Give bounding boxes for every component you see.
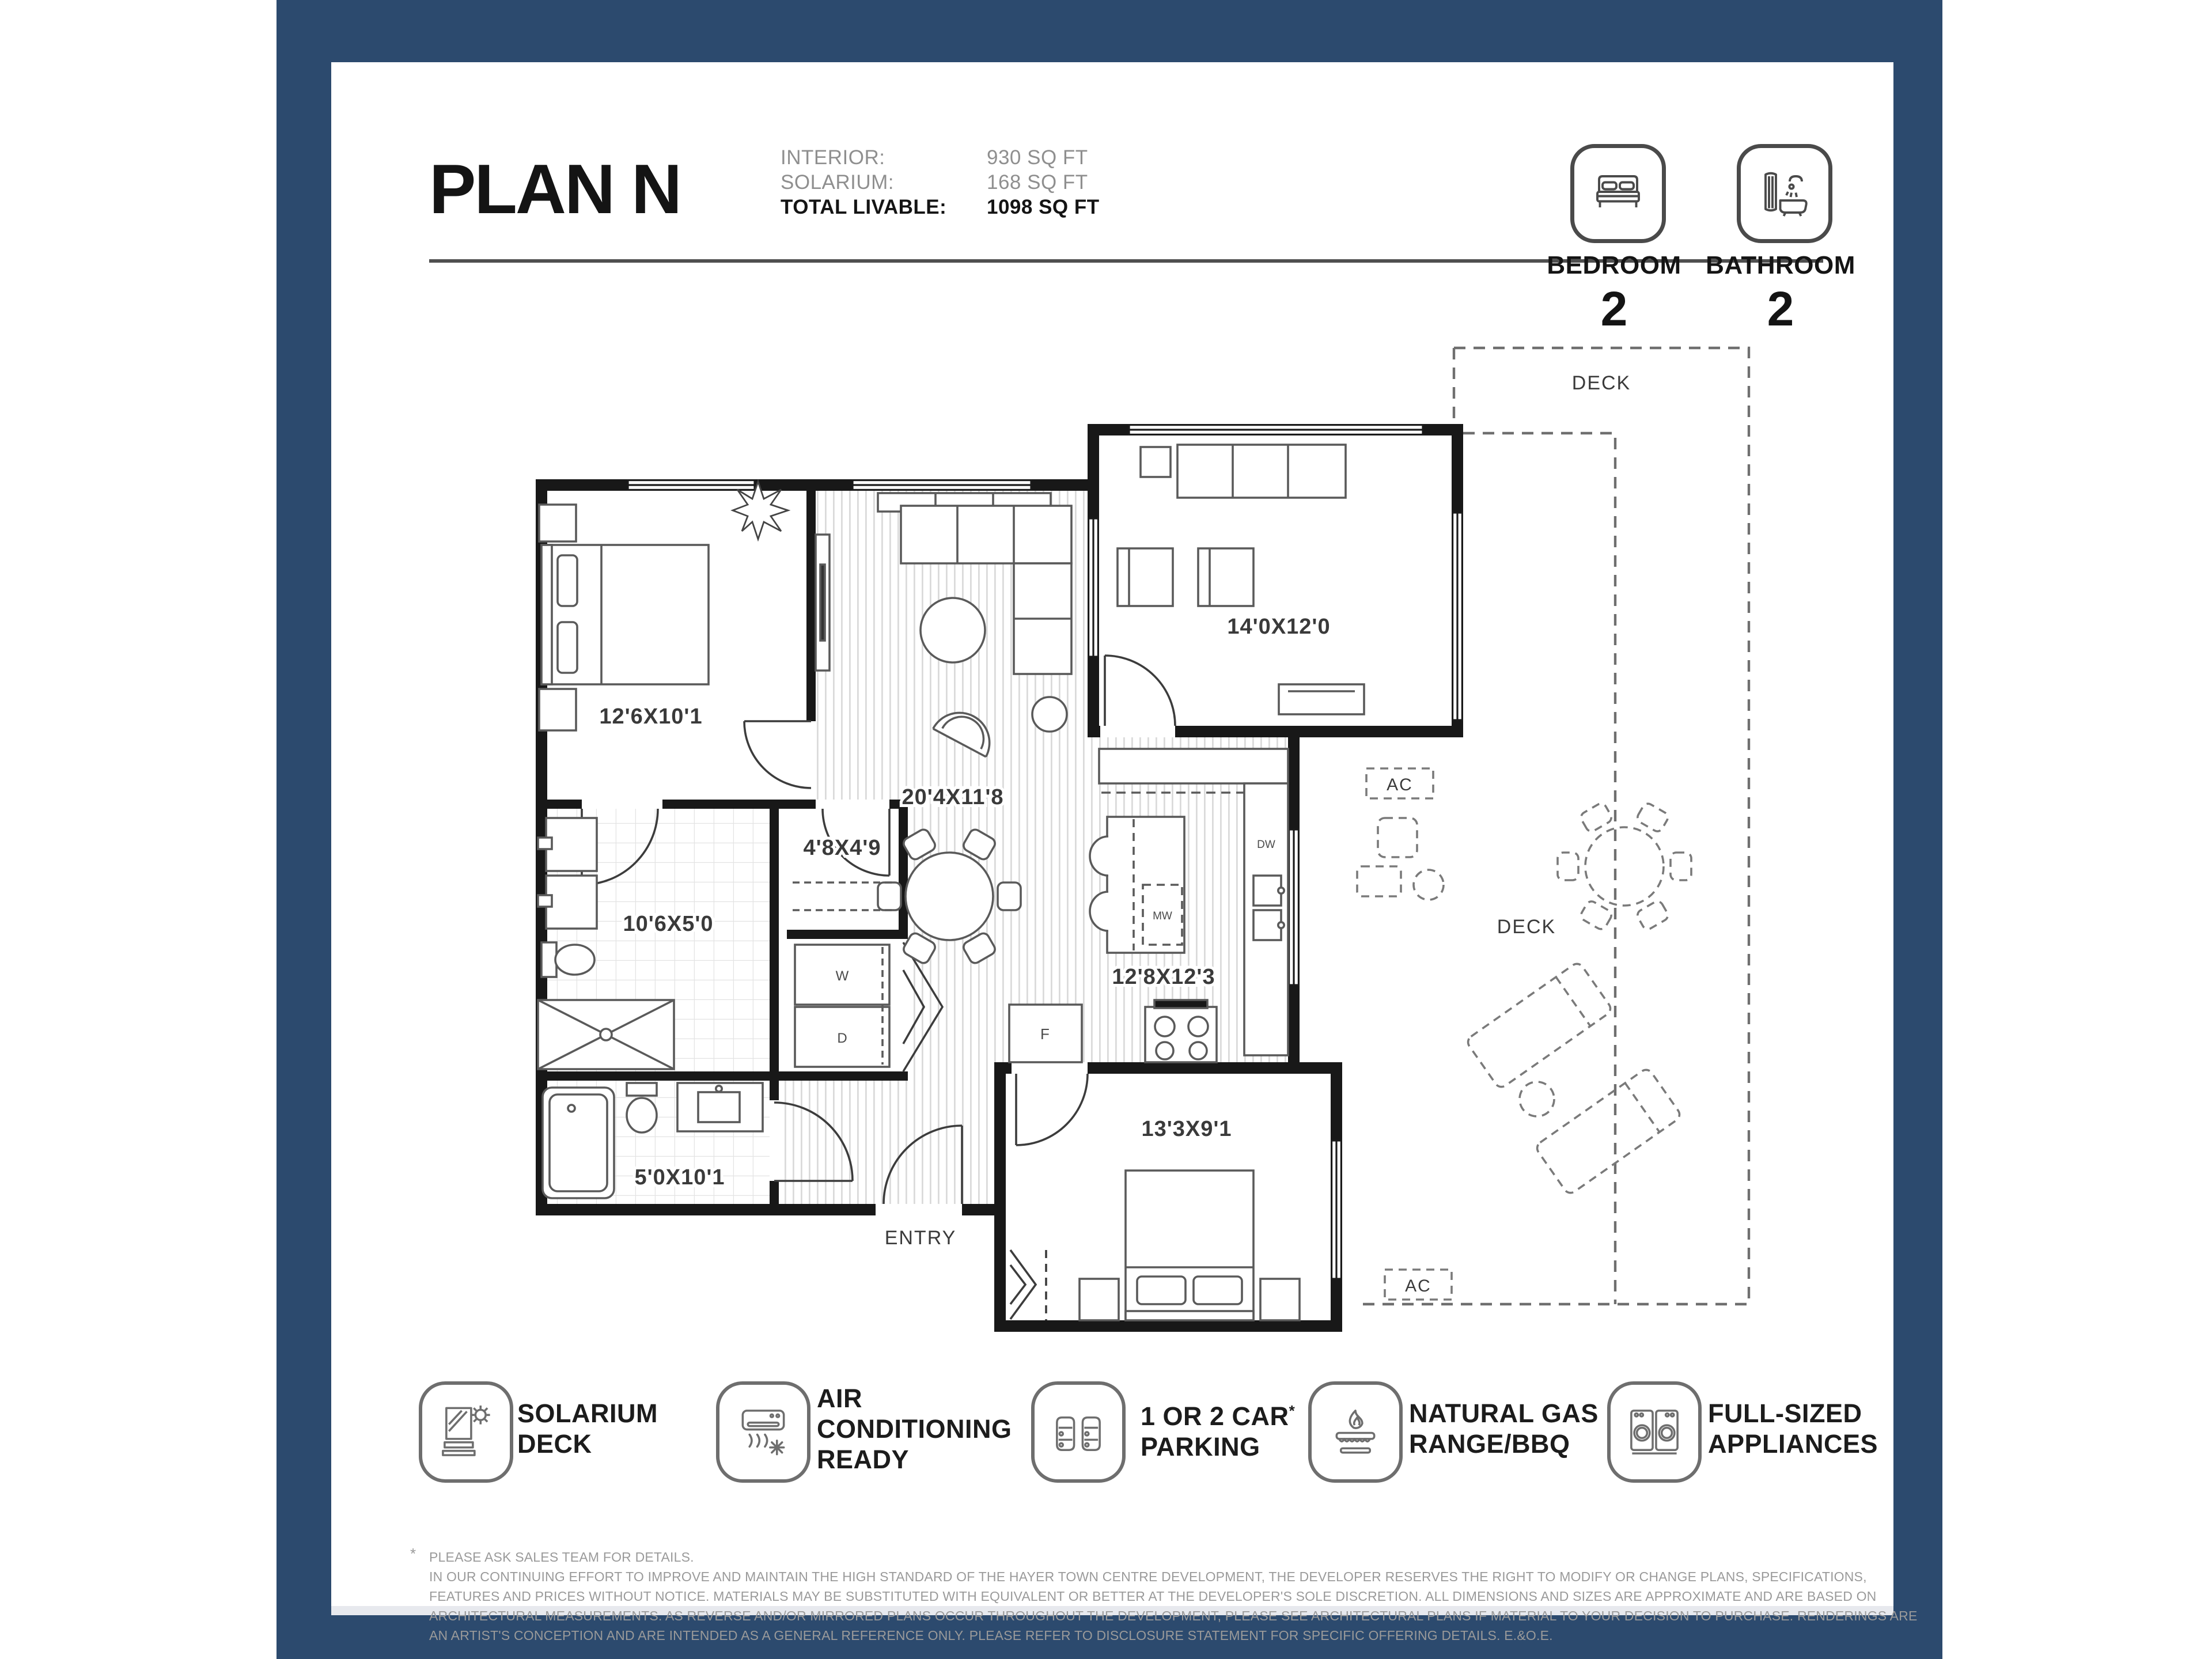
bedroom-badge-count: 2	[1600, 282, 1628, 336]
label-dryer: D	[837, 1031, 847, 1046]
label-main-bath-dim: 5'0X10'1	[634, 1165, 725, 1190]
page-title: PLAN N	[429, 150, 681, 228]
disclaimer-line: IN OUR CONTINUING EFFORT TO IMPROVE AND MAINTAIN THE HIGH STANDARD OF THE HAYER TOWN CENTRE DEVELOPMENT, THE DEVELOPER RESERVES THE RIGHT TO MODIFY OR CHANGE PLANS, SPECIFICATIONS,	[429, 1569, 1867, 1584]
label-deck-lower: DECK	[1497, 916, 1556, 938]
bed-icon	[1590, 169, 1646, 218]
bedroom2-furniture	[1080, 1171, 1300, 1320]
bedroom-badge	[1547, 144, 1700, 337]
parking-cars-icon	[1051, 1402, 1106, 1462]
deck-side-table	[1520, 1082, 1554, 1116]
bathroom-badge-count: 2	[1767, 282, 1794, 336]
dining-table	[906, 853, 993, 940]
solarium-deck-icon	[438, 1402, 494, 1462]
feature-line: AIR	[817, 1383, 862, 1413]
label-master-bedroom-dim: 12'6X10'1	[599, 704, 703, 729]
deck-lounge-chair	[1535, 1067, 1682, 1196]
disclaimer-line: FEATURES AND PRICES WITHOUT NOTICE. MATERIALS MAY BE SUBSTITUTED WITH EQUIVALENT OR BETTER AT THE DEVELOPER'S SOLE DISCRETION. ALL DIMENSIONS AND SIZES ARE APPROXIMATE AND ARE BASED ON	[429, 1589, 1877, 1604]
stat-total-livable	[781, 195, 1100, 219]
feature-line: SOLARIUM	[517, 1399, 658, 1428]
label-ac-1: AC	[1387, 775, 1413, 794]
stat-value: 1098 SQ FT	[987, 196, 1100, 218]
feature-line: FULL-SIZED	[1708, 1399, 1862, 1428]
feature-solarium-deck	[419, 1381, 513, 1483]
stat-value: 168 SQ FT	[987, 171, 1088, 194]
area-stats	[781, 145, 1100, 219]
stat-value: 930 SQ FT	[987, 146, 1088, 169]
deck-furniture	[1357, 768, 1691, 1300]
feature-air-conditioning	[716, 1381, 810, 1483]
label-deck-upper: DECK	[1571, 372, 1631, 394]
feature-appliances-label	[1708, 1380, 1878, 1478]
feature-line: PARKING	[1141, 1431, 1260, 1461]
disclaimer-line: PLEASE ASK SALES TEAM FOR DETAILS.	[429, 1550, 694, 1565]
feature-air-conditioning-label	[817, 1380, 1012, 1478]
solarium-furniture	[1118, 445, 1364, 714]
label-ac-2: AC	[1405, 1277, 1431, 1296]
label-washer: W	[835, 968, 849, 984]
stat-label: TOTAL LIVABLE:	[781, 196, 947, 218]
label-bedroom2-dim: 13'3X9'1	[1141, 1117, 1232, 1141]
feature-line	[1141, 1396, 1295, 1431]
bathroom-badge	[1706, 144, 1867, 337]
feature-line-text: 1 OR 2 CAR	[1141, 1401, 1289, 1431]
feature-gas-range-label	[1409, 1380, 1599, 1478]
deck-lounge-chair	[1465, 961, 1613, 1090]
label-dishwasher: DW	[1257, 839, 1275, 851]
feature-line: READY	[817, 1444, 910, 1474]
feature-line: APPLIANCES	[1708, 1429, 1878, 1459]
asterisk-mark: *	[1289, 1402, 1296, 1419]
disclaimer-line: AN ARTIST'S CONCEPTION AND ARE INTENDED AS A GENERAL REFERENCE ONLY. PLEASE REFER TO DISCLOSURE STATEMENT FOR SPECIFIC OFFERING DETAILS. E.&O.E.	[429, 1628, 1553, 1643]
feature-line: NATURAL GAS	[1409, 1399, 1599, 1428]
master-bedroom-furniture	[539, 482, 830, 730]
label-fridge: F	[1040, 1025, 1050, 1043]
stat-interior	[781, 145, 1100, 170]
feature-gas-range	[1308, 1381, 1403, 1483]
bedroom-badge-label: BEDROOM	[1547, 251, 1681, 279]
feature-line: CONDITIONING	[817, 1414, 1012, 1444]
disclaimer	[429, 1547, 1918, 1645]
label-kitchen-dim: 12'8X12'3	[1112, 965, 1215, 989]
feature-line: RANGE/BBQ	[1409, 1429, 1570, 1459]
feature-parking-label	[1141, 1380, 1295, 1478]
label-living-dining-dim: 20'4X11'8	[902, 785, 1004, 809]
label-microwave: MW	[1153, 910, 1172, 922]
bathtub-icon	[1757, 169, 1812, 218]
deck-outline	[1355, 348, 1749, 1304]
deck-table	[1585, 827, 1664, 906]
gas-flame-icon	[1328, 1402, 1383, 1462]
bathroom-badge-label: BATHROOM	[1706, 251, 1855, 279]
label-entry: ENTRY	[884, 1227, 957, 1249]
label-ensuite-dim: 10'6X5'0	[623, 912, 714, 936]
feature-line: DECK	[517, 1429, 592, 1459]
label-solarium-dim: 14'0X12'0	[1227, 615, 1331, 639]
disclaimer-line: ARCHITECTURAL MEASUREMENTS. AS REVERSE AND/OR MIRRORED PLANS OCCUR THROUGHOUT THE DEVELOPMENT, PLEASE SEE ARCHITECTURAL PLANS IF MATERIAL TO YOUR DECISION TO PURCHASE. RENDERINGS ARE	[429, 1608, 1918, 1623]
footnote-asterisk: *	[410, 1545, 416, 1562]
stat-label: SOLARIUM:	[781, 171, 895, 194]
feature-appliances	[1607, 1381, 1702, 1483]
air-conditioning-icon	[736, 1402, 791, 1462]
feature-solarium-deck-label	[517, 1380, 658, 1478]
stat-solarium	[781, 170, 1100, 195]
floor-plan	[518, 334, 1809, 1359]
stat-label: INTERIOR:	[781, 146, 885, 169]
feature-parking	[1031, 1381, 1126, 1483]
washer-dryer-icon	[1627, 1402, 1682, 1462]
label-walkin-dim: 4'8X4'9	[803, 836, 881, 860]
